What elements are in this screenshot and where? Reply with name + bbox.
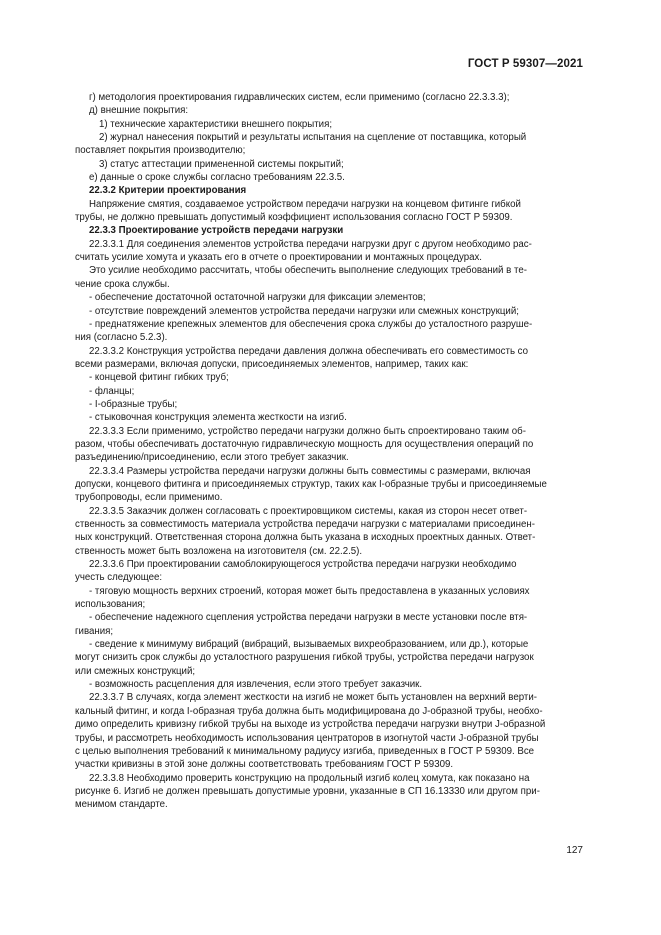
text-line: 2) журнал нанесения покрытий и результаты испытания на сцепление от поставщика, который — [99, 132, 527, 144]
text-line: 22.3.3.4 Размеры устройства передачи нагрузки должны быть совместимы с размерами, включая — [89, 465, 531, 477]
text-line: г) методология проектирования гидравлических систем, если применимо (согласно 22.3.3.3); — [89, 92, 510, 103]
text-line: 22.3.3.1 Для соединения элементов устройства передачи нагрузки друг с другом необходимо рас- — [89, 238, 532, 250]
text-line: 22.3.3.5 Заказчик должен согласовать с проектировщиком системы, какая из сторон несет ответ- — [89, 505, 528, 517]
page-number: 127 — [566, 845, 583, 856]
text-line: ственность может быть возложена на изготовителя (см. 22.2.5). — [75, 545, 363, 557]
list-item: - I-образные трубы; — [89, 398, 178, 410]
text-line: всеми размерами, включая допуски, присоединяемых элементов, например, таких как: — [75, 358, 469, 370]
text-line: 22.3.3.2 Конструкция устройства передачи давления должна обеспечивать его совместимость со — [89, 345, 529, 357]
text-line: 22.3.3.6 При проектировании самоблокирующегося устройства передачи нагрузки необходимо — [89, 559, 517, 571]
text-line: е) данные о сроке службы согласно требованиям 22.3.5. — [89, 172, 345, 184]
text-line: 22.3.3.3 Если применимо, устройство передачи нагрузки должно быть спроектировано таким об- — [89, 425, 526, 437]
text-line: ния (согласно 5.2.3). — [75, 332, 168, 344]
text-line: 3) статус аттестации примененной системы покрытий; — [99, 158, 344, 170]
section-heading: 22.3.2 Критерии проектирования — [89, 185, 247, 197]
text-line: могут снизить срок службы до усталостного разрушения гибкой трубы, устройства передачи нагрузок — [75, 652, 534, 664]
list-item: - преднатяжение крепежных элементов для обеспечения срока службы до усталостного разруше- — [89, 318, 533, 330]
list-item: - тяговую мощность верхних строений, которая может быть предоставлена в указанных условиях — [89, 585, 530, 597]
text-line: Это усилие необходимо рассчитать, чтобы обеспечить выполнение следующих требований в те- — [89, 265, 527, 277]
text-line: с целью выполнения требований к минимальному радиусу изгиба, приведенных в ГОСТ Р 59309. Все — [75, 745, 535, 757]
text-line: димо определить кривизну гибкой трубы на выходе из устройства передачи нагрузки внутри J-образной — [75, 719, 546, 731]
text-line: ственность за совместимость материала устройства передачи нагрузки с материалами присоединен- — [75, 519, 535, 530]
text-line: разъединению/присоединению, если этого требует заказчик. — [75, 452, 349, 464]
text-line: 22.3.3.7 В случаях, когда элемент жесткости на изгиб не может быть установлен на верхний верти- — [89, 692, 537, 704]
text-line: рисунке 6. Изгиб не должен превышать допустимые уровни, указанные в СП 16.13330 или другом при- — [75, 785, 540, 797]
list-item: - сведение к минимуму вибраций (вибраций, вызываемых вихреобразованием, или др.), которые — [89, 639, 529, 651]
text-line: 1) технические характеристики внешнего покрытия; — [99, 118, 333, 130]
list-item: - стыковочная конструкция элемента жесткости на изгиб. — [89, 412, 347, 424]
text-line: гивания; — [75, 625, 114, 637]
text-line: д) внешние покрытия: — [89, 105, 189, 117]
list-item: - фланцы; — [89, 385, 135, 397]
document-body — [75, 91, 583, 812]
section-heading: 22.3.3 Проектирование устройств передачи нагрузки — [89, 225, 344, 237]
text-line: трубы, не должно превышать допустимый коэффициент использования согласно ГОСТ Р 59309. — [75, 212, 513, 224]
text-line: использования; — [75, 599, 146, 611]
text-line: участки кривизны в этой зоне должны соответствовать требованиям ГОСТ Р 59309. — [75, 759, 454, 771]
text-line: допуски, концевого фитинга и присоединяемых структур, таких как I-образные трубы и присоединяемые — [75, 478, 547, 490]
text-line: учесть следующее: — [75, 572, 163, 584]
text-line: чение срока службы. — [75, 278, 170, 290]
list-item: - обеспечение достаточной остаточной нагрузки для фиксации элементов; — [89, 292, 426, 304]
list-item: - отсутствие повреждений элементов устройства передачи нагрузки или смежных конструкций; — [89, 305, 519, 317]
document-code: ГОСТ Р 59307—2021 — [467, 58, 583, 70]
text-line: или смежных конструкций; — [75, 665, 196, 677]
text-line: разом, чтобы обеспечивать достаточную гидравлическую мощность для осуществления операций по — [75, 438, 534, 450]
text-line: трубы, и рассмотреть необходимость использования центраторов в изогнутой части J-образной трубы — [75, 732, 539, 744]
text-line: менимом стандарте. — [75, 799, 168, 811]
text-line: считать усилие хомута и указать его в отчете о проектировании и монтажных процедурах. — [75, 252, 482, 264]
text-line: трубопроводы, если применимо. — [75, 492, 223, 504]
text-line: ных конструкций. Ответственная сторона должна быть указана в исходных проектных данных. Ответ- — [75, 532, 536, 544]
list-item: - возможность расцепления для извлечения, если этого требует заказчик. — [89, 679, 423, 691]
text-line: кальный фитинг, и когда I-образная труба должна быть модифицирована до J-образной трубы, необхо- — [75, 705, 543, 717]
text-line: поставляет покрытия производителю; — [75, 145, 246, 157]
text-line: 22.3.3.8 Необходимо проверить конструкцию на продольный изгиб колец хомута, как показано на — [89, 772, 530, 784]
text-line: Напряжение смятия, создаваемое устройством передачи нагрузки на концевом фитинге гибкой — [89, 198, 521, 210]
list-item: - концевой фитинг гибких труб; — [89, 372, 229, 384]
list-item: - обеспечение надежного сцепления устройства передачи нагрузки в месте установки после втя- — [89, 612, 528, 624]
